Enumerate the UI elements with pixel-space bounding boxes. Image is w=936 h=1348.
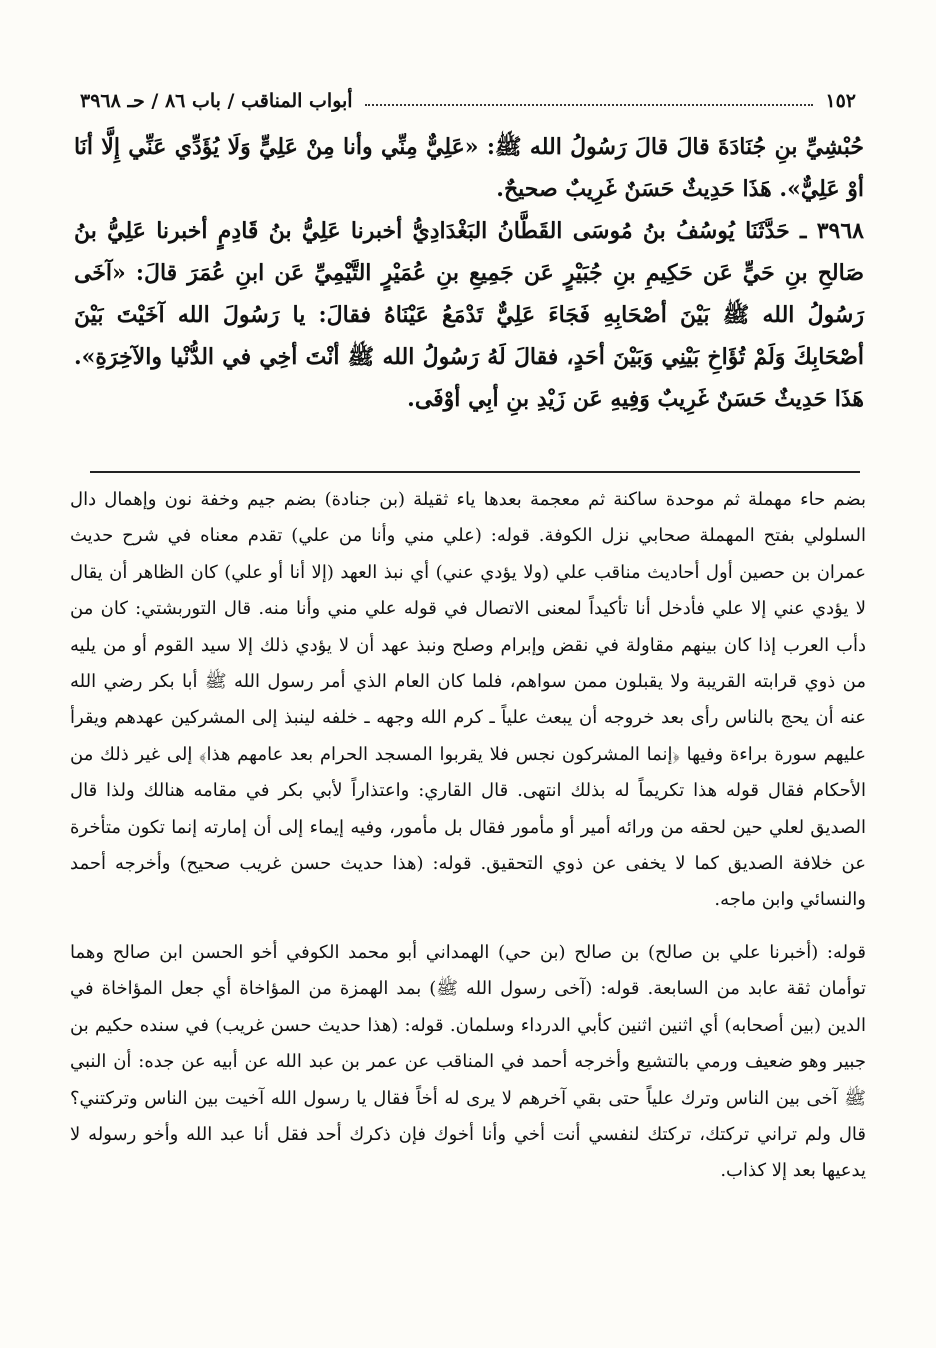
commentary-paragraph: قوله: (أخبرنا علي بن صالح) بن صالح (بن حي) الهمداني أبو محمد الكوفي أخو الحسن ابن صالح وهما توأمان ثقة عابد من السابعة. قوله: (آخى رسول الله ﷺ) بمد الهمزة من المؤاخاة أي جعل المؤاخاة في الدين (بين أصحابه) أي اثنين اثنين كأبي الدرداء وسلمان. قوله: (هذا حديث حسن غريب) في سنده حكيم بن جبير وهو ضعيف ورمي بالتشيع وأخرجه أحمد في المناقب عن عمر بن عبد الله عن أبيه عن جده: أن النبي ﷺ آخى بين الناس وترك علياً حتى بقي آخرهم لا يرى له أخاً فقال يا رسول الله آخيت بين الناس وتركتني؟ قال ولم تراني تركتك، تركتك لنفسي أنت أخي وأنا أخوك فإن ذكرك أحد فقل أنا عبد الله وأخو رسوله لا يدعيها بعد إلا كذاب. [70,941,866,1182]
footnote-separator [90,471,860,473]
hadith-body: ـ حَدَّثَنَا يُوسُفُ بنُ مُوسَى القَطَّانُ البَغْدَادِيُّ أخبرنا عَلِيُّ بنُ قَادِمٍ أخبرنا عَلِيُّ بنُ صَالحِ بنِ حَيٍّ عَن حَكِيمِ بنِ جُبَيْرٍ عَن جَمِيعِ بنِ عُمَيْرٍ التَّيْمِيِّ عَن ابنِ عُمَرَ قالَ: «آخَى رَسُولُ الله ﷺ بَيْنَ أصْحَابِهِ فَجَاءَ عَلِيٌّ تَدْمَعُ عَيْنَاهُ فقالَ: يا رَسُولَ الله آخَيْتَ بَيْنَ أصْحَابِكَ وَلَمْ تُؤَاخِ بَيْنِي وَبَيْنَ أحَدٍ، فقالَ لَهُ رَسُولُ الله ﷺ أنْتَ أخِي في الدُّنْيا والآخِرَةِ». هَذَا حَدِيثٌ حَسَنٌ غَرِيبٌ وَفِيهِ عَن زَيْدِ بنِ أبِي أوْفَى. [74,218,864,412]
hadith-text-block [74,126,864,420]
hadith-3968 [74,210,864,420]
header-dotted-leader [365,104,814,106]
page-number: ١٥٢ [825,90,856,112]
page-header [80,84,856,118]
commentary-block [70,482,866,1190]
commentary-paragraph: بضم حاء مهملة ثم موحدة ساكنة ثم معجمة بعدها ياء ثقيلة (بن جنادة) بضم جيم وخفة نون وإهمال دال السلولي بفتح المهملة صحابي نزل الكوفة. قوله: (علي مني وأنا من علي) تقدم معناه في شرح حديث عمران بن حصين أول أحاديث مناقب علي (ولا يؤدي عني) أي نبذ العهد (إلا أنا أو علي) كان الظاهر أن يقال لا يؤدي عني إلا علي فأدخل أنا تأكيداً لمعنى الاتصال في قوله علي مني وأنا منه. قال التوربشتي: كان من دأب العرب إذا كان بينهم مقاولة في نقض وإبرام وصلح ونبذ عهد أن لا يؤدي ذلك إلا سيد القوم أو من يليه من ذوي قرابته القريبة ولا يقبلون ممن سواهم، فلما كان العام الذي أمر رسول الله ﷺ أبا بكر رضي الله عنه أن يحج بالناس رأى بعد خروجه أن يبعث علياً ـ كرم الله وجهه ـ خلفه لينبذ إلى المشركين عهدهم ويقرأ عليهم سورة براءة وفيها ﴿إنما المشركون نجس فلا يقربوا المسجد الحرام بعد عامهم هذا﴾ إلى غير ذلك من الأحكام فقال قوله هذا تكريماً له بذلك انتهى. قال القاري: واعتذاراً لأبي بكر في مقامه هنالك ولذا قال الصديق لعلي حين لحقه من ورائه أمير أو مأمور فقال بل مأمور، وفيه إيماء إلى أن إمارته إنما تكون متأخرة عن خلافة الصديق كما لا يخفى عن ذوي التحقيق. قوله: (هذا حديث حسن غريب صحيح) وأخرجه أحمد والنسائي وابن ماجه. [70,489,866,911]
hadith-continuation: حُبْشِيِّ بنِ جُنَادَةَ قالَ قالَ رَسُولُ الله ﷺ: «عَلِيٌّ مِنِّي وأنا مِنْ عَلِيٍّ وَلَا يُؤَدِّي عَنِّي إِلَّا أنَا أوْ عَلِيٌّ». هَذَا حَدِيثٌ حَسَنٌ غَرِيبٌ صحيحٌ. [74,134,864,202]
hadith-number: ٣٩٦٨ [816,218,864,244]
running-title: أبواب المناقب / باب ٨٦ / حـ ٣٩٦٨ [80,90,353,112]
